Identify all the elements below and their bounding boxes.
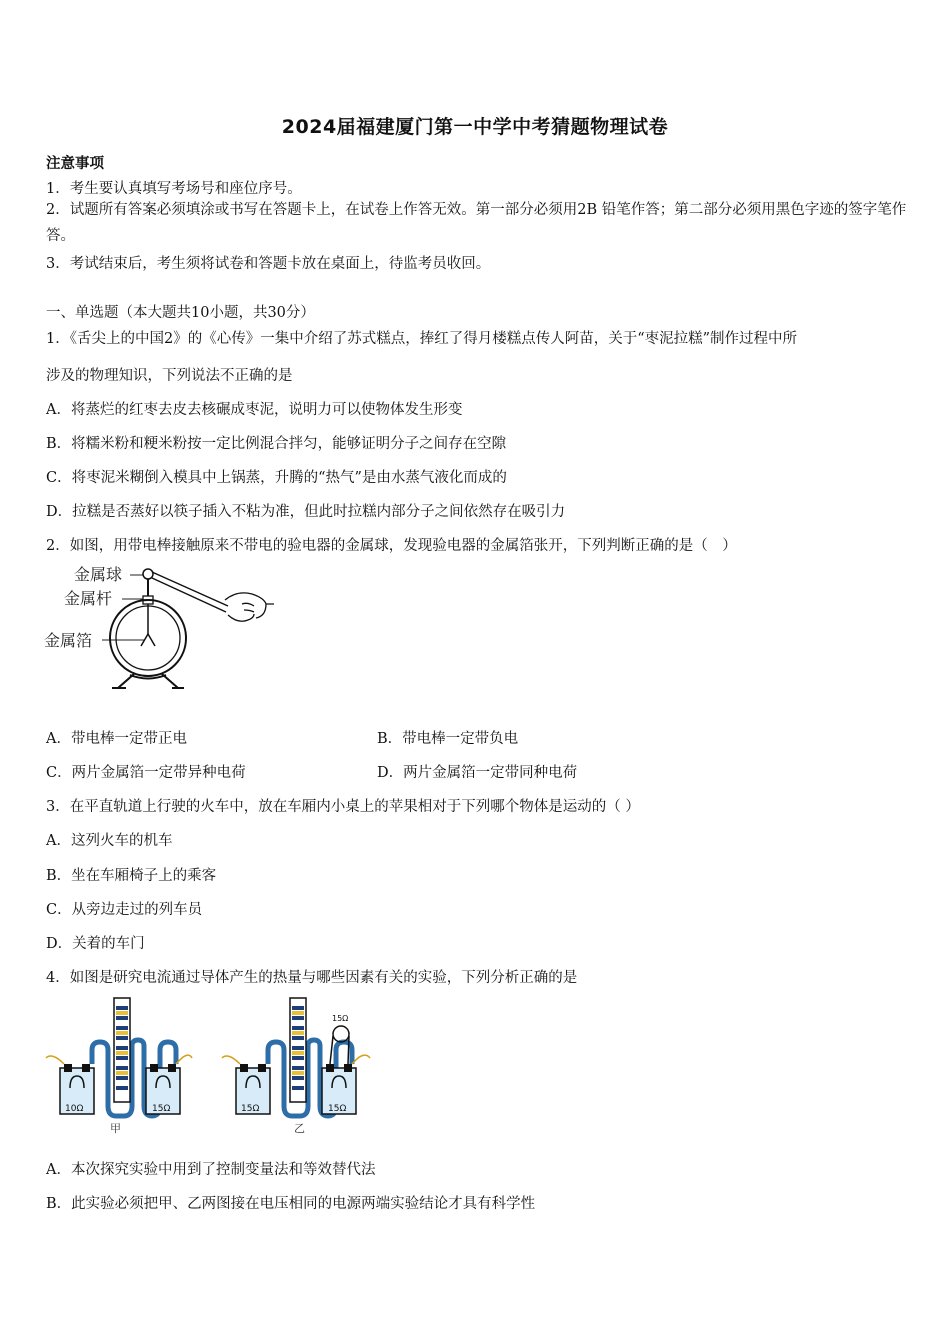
q2-option-c: C．两片金属箔一定带异种电荷 bbox=[46, 765, 246, 781]
q1-stem-line2: 涉及的物理知识，下列说法不正确的是 bbox=[46, 368, 293, 384]
left-figure-label: 甲 bbox=[110, 1122, 121, 1135]
electroscope-figure bbox=[42, 560, 277, 695]
q1-option-d: D．拉糕是否蒸好以筷子插入不粘为准，但此时拉糕内部分子之间依然存在吸引力 bbox=[46, 504, 566, 520]
joule-heating-figure bbox=[42, 996, 382, 1136]
notice-item-1: 1．考生要认真填写考场号和座位序号。 bbox=[46, 181, 302, 197]
exam-title: 2024届福建厦门第一中学中考猜题物理试卷 bbox=[281, 116, 669, 138]
q1-option-b: B．将糯米粉和粳米粉按一定比例混合拌匀，能够证明分子之间存在空隙 bbox=[46, 436, 507, 452]
q4-option-b: B．此实验必须把甲、乙两图接在电压相同的电源两端实验结论才具有科学性 bbox=[46, 1196, 536, 1212]
q1-option-a: A．将蒸烂的红枣去皮去核碾成枣泥，说明力可以使物体发生形变 bbox=[46, 402, 463, 418]
label-metal-rod: 金属杆 bbox=[64, 589, 113, 608]
notice-item-2: 2．试题所有答案必须填涂或书写在答题卡上，在试卷上作答无效。第一部分必须用2B 铅笔作答；第二部分必须用黑色字迹的签字笔作答。 bbox=[46, 202, 907, 244]
notice-heading: 注意事项 bbox=[46, 155, 104, 172]
left-resistor-1: 10Ω bbox=[65, 1104, 84, 1114]
q2-option-b: B．带电棒一定带负电 bbox=[377, 731, 519, 747]
right-figure-label: 乙 bbox=[294, 1122, 305, 1135]
section-heading: 一、单选题（本大题共10小题，共30分） bbox=[46, 305, 315, 321]
right-resistor-1: 15Ω bbox=[241, 1104, 260, 1114]
q2-option-a: A．带电棒一定带正电 bbox=[46, 731, 187, 747]
right-resistor-2: 15Ω bbox=[328, 1104, 347, 1114]
notice-item-3: 3．考试结束后，考生须将试卷和答题卡放在桌面上，待监考员收回。 bbox=[46, 256, 491, 272]
q4-option-a: A．本次探究实验中用到了控制变量法和等效替代法 bbox=[46, 1162, 376, 1178]
q3-option-a: A．这列火车的机车 bbox=[46, 833, 173, 849]
q1-option-c: C．将枣泥米糊倒入模具中上锅蒸，升腾的“热气”是由水蒸气液化而成的 bbox=[46, 470, 507, 486]
q2-option-d: D．两片金属箔一定带同种电荷 bbox=[377, 765, 578, 781]
q4-stem: 4．如图是研究电流通过导体产生的热量与哪些因素有关的实验，下列分析正确的是 bbox=[46, 970, 578, 986]
q3-stem: 3．在平直轨道上行驶的火车中，放在车厢内小桌上的苹果相对于下列哪个物体是运动的（ ） bbox=[46, 799, 640, 815]
label-metal-foil: 金属箔 bbox=[44, 631, 93, 650]
right-resistor-3: 15Ω bbox=[332, 1014, 349, 1023]
q2-stem: 2．如图，用带电棒接触原来不带电的验电器的金属球，发现验电器的金属箔张开，下列判断正确的是（ ） bbox=[46, 538, 737, 554]
left-resistor-2: 15Ω bbox=[152, 1104, 171, 1114]
label-metal-ball: 金属球 bbox=[74, 565, 123, 584]
q1-stem-line1: 1．《舌尖上的中国2》的《心传》一集中介绍了苏式糕点，捧红了得月楼糕点传人阿苗，关于“枣泥拉糕”制作过程中所 bbox=[46, 331, 798, 347]
q3-option-c: C．从旁边走过的列车员 bbox=[46, 902, 203, 918]
q3-option-d: D．关着的车门 bbox=[46, 936, 145, 952]
q3-option-b: B．坐在车厢椅子上的乘客 bbox=[46, 868, 217, 884]
